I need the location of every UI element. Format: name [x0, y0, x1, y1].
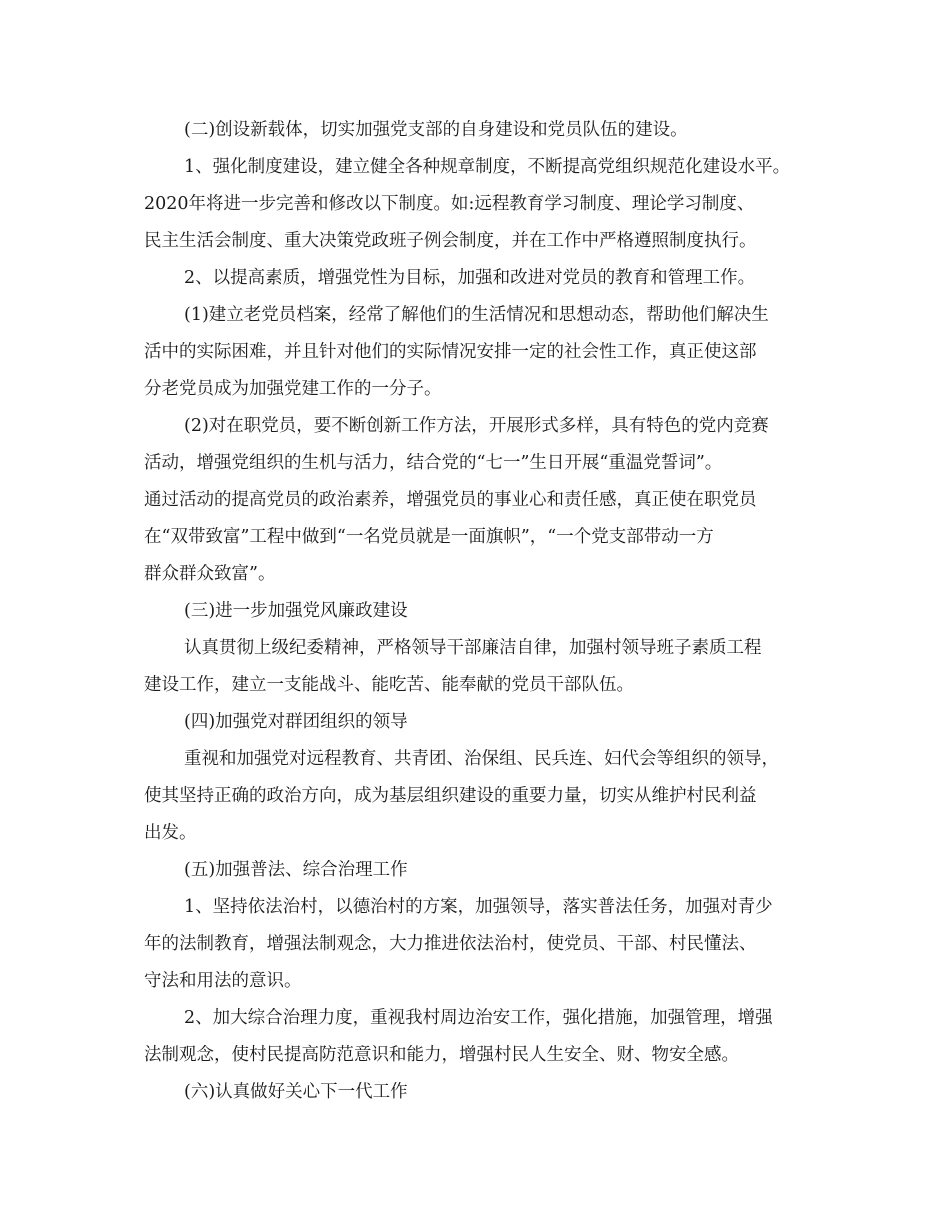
paragraph-line: 重视和加强党对远程教育、共青团、治保组、民兵连、妇代会等组织的领导， [184, 749, 779, 769]
paragraph-line: 2、以提高素质，增强党性为目标，加强和改进对党员的教育和管理工作。 [184, 268, 756, 288]
section-heading-4: (四)加强党对群团组织的领导 [184, 712, 408, 732]
paragraph-line: 2、加大综合治理力度，重视我村周边治安工作，强化措施，加强管理，增强 [184, 1008, 773, 1028]
paragraph-line: 在“双带致富”工程中做到“一名党员就是一面旗帜”，“一个党支部带动一方 [144, 527, 714, 547]
paragraph-line: 民主生活会制度、重大决策党政班子例会制度，并在工作中严格遵照制度执行。 [144, 231, 757, 251]
paragraph-line: 1、强化制度建设，建立健全各种规章制度，不断提高党组织规范化建设水平。 [184, 157, 791, 177]
paragraph-line: 年的法制教育，增强法制观念，大力推进依法治村，使党员、干部、村民懂法、 [144, 934, 757, 954]
paragraph-line: 法制观念，使村民提高防范意识和能力，增强村民人生安全、财、物安全感。 [144, 1045, 739, 1065]
section-heading-5: (五)加强普法、综合治理工作 [184, 860, 408, 880]
paragraph-line: 通过活动的提高党员的政治素养，增强党员的事业心和责任感，真正使在职党员 [144, 490, 757, 510]
paragraph-line: 群众群众致富”。 [144, 564, 276, 584]
paragraph-line: 2020年将进一步完善和修改以下制度。如:远程教育学习制度、理论学习制度、 [144, 194, 755, 214]
paragraph-line: 出发。 [144, 823, 197, 843]
paragraph-line: (2)对在职党员，要不断创新工作方法，开展形式多样，具有特色的党内竞赛 [184, 416, 769, 436]
paragraph-line: 活中的实际困难，并且针对他们的实际情况安排一定的社会性工作，真正使这部 [144, 342, 757, 362]
paragraph-line: 认真贯彻上级纪委精神，严格领导干部廉洁自律，加强村领导班子素质工程 [184, 638, 762, 658]
paragraph-line: 活动，增强党组织的生机与活力，结合党的“七一”生日开展“重温党誓词”。 [144, 453, 723, 473]
section-heading-6: (六)认真做好关心下一代工作 [184, 1082, 408, 1102]
paragraph-line: 1、坚持依法治村，以德治村的方案，加强领导，落实普法任务，加强对青少 [184, 897, 773, 917]
section-heading-3: (三)进一步加强党风廉政建设 [184, 601, 408, 621]
section-heading-2: (二)创设新载体，切实加强党支部的自身建设和党员队伍的建设。 [184, 120, 688, 140]
paragraph-line: 建设工作，建立一支能战斗、能吃苦、能奉献的党员干部队伍。 [144, 675, 634, 695]
paragraph-line: 守法和用法的意识。 [144, 971, 302, 991]
paragraph-line: 使其坚持正确的政治方向，成为基层组织建设的重要力量，切实从维护村民利益 [144, 786, 757, 806]
paragraph-line: (1)建立老党员档案，经常了解他们的生活情况和思想动态，帮助他们解决生 [184, 305, 769, 325]
paragraph-line: 分老党员成为加强党建工作的一分子。 [144, 379, 442, 399]
